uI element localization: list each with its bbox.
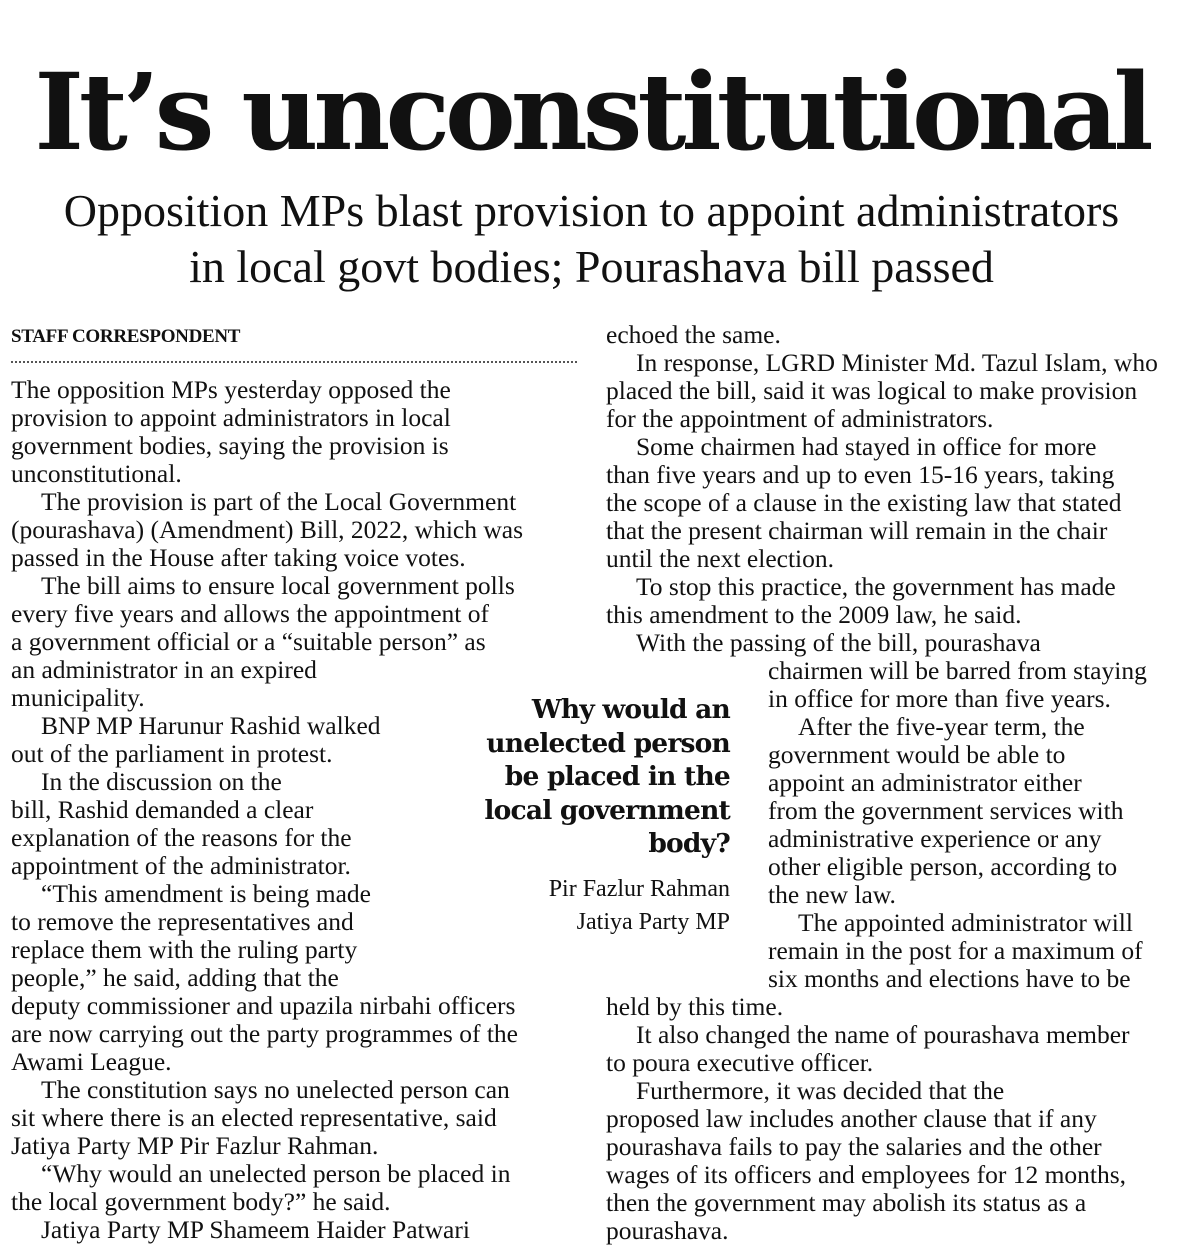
left-column-line: The constitution says no unelected person can <box>41 1075 510 1104</box>
pull-quote <box>462 693 730 861</box>
right-column-line: pourashava. <box>606 1216 729 1245</box>
left-column-line: replace them with the ruling party <box>11 935 358 964</box>
left-column-line: “This amendment is being made <box>41 879 371 908</box>
right-column-line: The appointed administrator will <box>798 908 1133 937</box>
subheadline-line: in local govt bodies; Pourashava bill passed <box>189 241 994 292</box>
left-column-line: deputy commissioner and upazila nirbahi officers <box>11 991 516 1020</box>
left-column-line: a government official or a “suitable person” as <box>11 627 486 656</box>
right-column-line: other eligible person, according to <box>768 852 1118 881</box>
right-column-line: After the five-year term, the <box>798 712 1085 741</box>
pull-quote-line: Why would an <box>531 694 730 725</box>
left-column-line: (pourashava) (Amendment) Bill, 2022, which was <box>11 515 524 544</box>
right-column-line: With the passing of the bill, pourashava <box>636 628 1041 657</box>
right-column-line: Some chairmen had stayed in office for more <box>636 432 1097 461</box>
pull-quote-line: be placed in the <box>504 761 730 792</box>
pull-quote-name: Pir Fazlur Rahman <box>548 876 730 902</box>
right-column-line: then the government may abolish its status as a <box>606 1188 1087 1217</box>
right-column-line: government would be able to <box>768 740 1066 769</box>
headline: It’s unconstitutional <box>34 49 1149 174</box>
left-column-line: unconstitutional. <box>11 459 182 488</box>
left-column-line: passed in the House after taking voice votes. <box>11 543 466 572</box>
right-column-line: pourashava fails to pay the salaries and the other <box>606 1132 1102 1161</box>
left-column-line: an administrator in an expired <box>11 655 317 684</box>
right-column-line: wages of its officers and employees for 12 months, <box>606 1160 1127 1189</box>
pull-quote-title: Jatiya Party MP <box>576 909 730 935</box>
right-column-line: appoint an administrator either <box>768 768 1082 797</box>
right-column-line: placed the bill, said it was logical to make provision <box>606 376 1138 405</box>
byline-divider <box>11 361 577 363</box>
right-column-line: proposed law includes another clause that if any <box>606 1104 1097 1133</box>
right-column-line: for the appointment of administrators. <box>606 404 994 433</box>
left-column-line: bill, Rashid demanded a clear <box>11 795 314 824</box>
left-column-line: every five years and allows the appointment of <box>11 599 489 628</box>
left-column-line: “Why would an unelected person be placed in <box>41 1159 511 1188</box>
left-column-line: out of the parliament in protest. <box>11 739 333 768</box>
pull-quote-line: local government <box>484 794 730 826</box>
left-column-line: Jatiya Party MP Shameem Haider Patwari <box>41 1215 470 1244</box>
right-column-line: In response, LGRD Minister Md. Tazul Islam, who <box>636 348 1158 377</box>
right-column-line: Furthermore, it was decided that the <box>636 1076 1005 1105</box>
left-column-line: In the discussion on the <box>41 767 282 796</box>
right-column-line: It also changed the name of pourashava member <box>636 1020 1130 1049</box>
right-column-line: held by this time. <box>606 992 784 1021</box>
left-column-line: The bill aims to ensure local government polls <box>41 571 515 600</box>
left-column-line: government bodies, saying the provision is <box>11 431 449 460</box>
left-column-line: Jatiya Party MP Pir Fazlur Rahman. <box>11 1131 379 1160</box>
left-column-line: Awami League. <box>11 1047 172 1076</box>
right-column-line: in office for more than five years. <box>768 684 1111 713</box>
subheadline <box>0 183 1183 295</box>
right-column-line: that the present chairman will remain in the chair <box>606 516 1108 545</box>
right-column-line: administrative experience or any <box>768 824 1102 853</box>
left-column-line: the local government body?” he said. <box>11 1187 391 1216</box>
left-column-line: to remove the representatives and <box>11 907 354 936</box>
subheadline-line: Opposition MPs blast provision to appoint administrators <box>63 185 1120 236</box>
right-column-line: than five years and up to even 15-16 years, taking <box>606 460 1115 489</box>
left-column-line: provision to appoint administrators in local <box>11 403 451 432</box>
left-column-line: are now carrying out the party programmes of the <box>11 1019 518 1048</box>
right-column-line: from the government services with <box>768 796 1124 825</box>
right-column-line: To stop this practice, the government has made <box>636 572 1116 601</box>
right-column-line: chairmen will be barred from staying <box>768 656 1147 685</box>
pull-quote-line: unelected person <box>486 727 730 759</box>
left-column-line: BNP MP Harunur Rashid walked <box>41 711 381 740</box>
right-column-line: the new law. <box>768 880 896 909</box>
right-column-line: until the next election. <box>606 544 835 573</box>
left-column-line: explanation of the reasons for the <box>11 823 352 852</box>
pull-quote-line: body? <box>648 828 730 859</box>
left-column-line: people,” he said, adding that the <box>11 963 339 992</box>
right-column-line: the scope of a clause in the existing law that stated <box>606 488 1122 517</box>
left-column-line: sit where there is an elected representative, said <box>11 1103 497 1132</box>
right-column-line: six months and elections have to be <box>768 964 1131 993</box>
left-column-line: appointment of the administrator. <box>11 851 351 880</box>
left-column-line: The provision is part of the Local Government <box>41 487 517 516</box>
left-column-line: The opposition MPs yesterday opposed the <box>11 375 451 404</box>
left-column-line: municipality. <box>11 683 145 712</box>
right-column-line: remain in the post for a maximum of <box>768 936 1143 965</box>
right-column-line: to poura executive officer. <box>606 1048 874 1077</box>
byline: STAFF CORRESPONDENT <box>11 326 241 347</box>
right-column-line: echoed the same. <box>606 320 781 349</box>
right-column-line: this amendment to the 2009 law, he said. <box>606 600 1022 629</box>
